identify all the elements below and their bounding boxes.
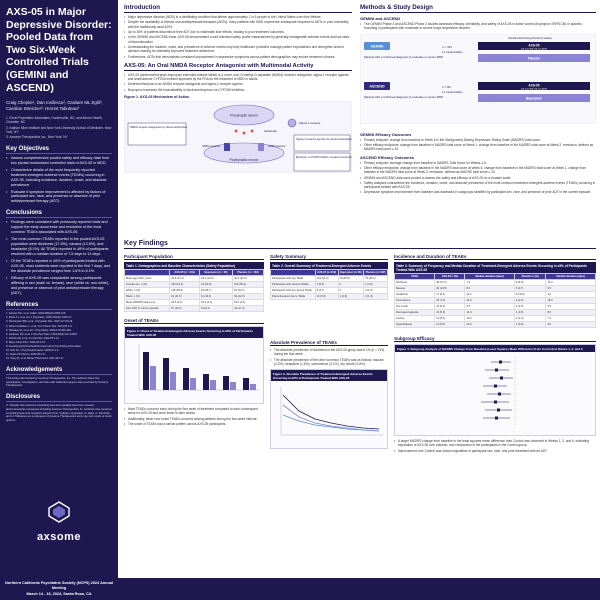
postsynaptic-label: Postsynaptic neuron [229, 158, 259, 163]
onset-bar [150, 366, 156, 390]
list-item: • Primary endpoint: average change from baseline in MADRS Total Score for Weeks 1-6. [360, 161, 596, 165]
table-header: AXS-05 n (%) [435, 274, 465, 280]
cell: Participants with serious TEAEs [271, 282, 316, 288]
cell: 1 (0.6) [514, 322, 546, 328]
prevalence-line [283, 395, 379, 429]
logo-text: axsome [37, 531, 81, 543]
glutamate-dot [243, 132, 246, 135]
cell: 9.5 [465, 304, 515, 310]
gemini-n: n = 327 [442, 44, 453, 49]
cell: 5.0 [546, 304, 596, 310]
teae-summary-table [270, 269, 388, 300]
affiliations [6, 116, 112, 140]
list-item: • In the GEMINI and ASCEND trials, AXS-05 demonstrated a well-tolerated safety profile characterized by generally manageable adverse events and low rates of discontinuation. [124, 35, 352, 44]
cell: 12 (5.6) [435, 310, 465, 316]
participant-heading: Participant Population [124, 254, 264, 260]
nmda-label: NMDA receptor [202, 145, 220, 149]
onset-chart-placeholder [125, 338, 263, 398]
table-row [271, 294, 388, 300]
list-item: • Safety analyses characterize the incidence, duration, onset, and absolute prevalence of the most common treatment-emergent adverse events (TEAEs) occurring in participants treated with AXS-05. [360, 181, 596, 190]
forest-point [497, 409, 500, 412]
list-item: • Major depressive disorder (MDD) is a debilitating condition that affects approximately 1 in 5 people in the United States over their lifetime. [124, 15, 352, 19]
prevalence-heading: Absolute Prevalence of TEAEs [270, 340, 388, 346]
gemini-population: Patients with a confirmed diagnosis of moderate or severe MDD [364, 54, 444, 59]
onset-list [124, 407, 264, 426]
forest-point [495, 417, 498, 420]
reference: 10. Nutt DJ. J Psychopharmacol. 2008;22:1-5. [6, 349, 60, 353]
methods-list [360, 22, 596, 31]
cell: 1 (2.8) [338, 294, 364, 300]
subgroup-list [394, 439, 596, 453]
onset-bar [243, 378, 249, 390]
disclosures-text: C. Chepke has received consulting fees and speaker fees from several pharmaceutical companies including Axsome Therapeutics. D. Iosifescu has received consulting fees and research support from multiple companies. G. Eglit, C. Streicher, and H. Tabuteau are employees of Axsome Therapeutics and may own stock or stock options. [6, 403, 112, 423]
cell: 0 [338, 288, 364, 294]
reference: 11. Dean Clin Neuro. 2020;45:1-9. [6, 353, 46, 357]
ascend-n: n = 80 [442, 84, 451, 89]
cell: Dizziness [395, 280, 435, 286]
list-item: • Depressive symptom improvement from baseline was assessed in subgroups stratified by participant sex, race, and presence of prior ADT in the current episode. [360, 190, 596, 194]
meeting-info [0, 581, 118, 597]
presynaptic-label: Presynaptic neuron [230, 113, 258, 118]
cell: 18 (50.0) [338, 276, 364, 282]
cell: Participants with any TEAE [271, 276, 316, 282]
table-header: Placebo (n=162) [364, 270, 388, 276]
cell: 1 (0.6) [364, 282, 388, 288]
logo-block [0, 500, 118, 543]
references-list [6, 312, 112, 361]
cell: 18.0 [546, 298, 596, 304]
reference: 2. Rush AJ, et al. Am J Psychiatry. 2006;163(11):1905-17. [6, 316, 73, 320]
list-item: • Dextromethorphan is an NMDA receptor antagonist and sigma-1 receptor agonist. [124, 82, 352, 86]
cell: Nausea [395, 286, 435, 292]
list-item: • Despite the availability of diverse oral antidepressant therapies (ADTs), many patients with MDD experience inadequate response to ADTs or poor tolerability with the traditionally used ADTs. [124, 20, 352, 29]
forest-point [494, 385, 497, 388]
poster-title: AXS-05 in Major Depressive Disorder: Pooled Data from Two Six-Week Controlled Trials (GEMINI and ASCEND) [6, 6, 112, 94]
cell: 13 (6.2) [435, 304, 465, 310]
gemini-arm-axs05-label: AXS-05 [528, 43, 540, 48]
list-item: • GEMINI and ASCEND data were pooled to assess the safety and efficacy of AXS-05 on a broader scale. [360, 176, 596, 180]
moa-diagram [124, 101, 352, 173]
methods-column [360, 4, 596, 236]
safety-heading: Safety Summary [270, 254, 388, 260]
cell: 33.5 (4.4) [170, 300, 200, 306]
gemini-arm-axs05-dose: (45 mg DXM-105 mg BUP) [520, 48, 548, 51]
cell: 14.0 [546, 280, 596, 286]
conclusions-list [6, 220, 112, 296]
ampa-label: AMPA receptor [268, 145, 286, 149]
list-item: • Understanding the duration, onset, and prevalence of adverse events may help healthcare providers manage patient expectations and strengthen shared decision-making for ultimately improved treatment adherence. [124, 45, 352, 54]
cell: Headache [395, 292, 435, 298]
cell: 33.4 (4.3) [233, 300, 264, 306]
ascend-outcomes-list [360, 161, 596, 195]
cell: 11 (30.6) [200, 294, 233, 300]
affiliation: 1. Excel Psychiatric Associates, Huntersville, NC, and Atrium Health, Charlotte, NC [6, 116, 103, 125]
forest-point [500, 377, 503, 380]
glutamate-dot [251, 130, 254, 133]
callout-nmda-text: NMDA receptor antagonism by dextromethorphan [130, 126, 188, 130]
table-header: Placebo (n = 162) [233, 270, 264, 276]
cell: 118 (53.9) [170, 288, 200, 294]
list-item: • Most TEAEs occurred early during the first week of treatment compared to each subsequent week for AXS-05 and were fewer in later weeks. [124, 407, 264, 416]
reference: 4. Pérez-Caballero L, et al. Curr Pharm Des. 2014;20:1-9. [6, 324, 73, 328]
axsome-logo-icon [47, 500, 71, 524]
figure4 [394, 344, 596, 436]
list-item: • Other efficacy endpoints: change from baseline in MADRS total score at Week 1, change from baseline in the MADRS total score at Week 2, remission, defined as MADRS total score ≤ 10. [360, 143, 596, 152]
references-heading: References [6, 302, 112, 310]
list-item: • Characterize details of the most frequently reported treatment-emergent adverse events (TEAEs) occurring in AXS-05, including incidence, duration, onset, and absolute prevalence. [6, 168, 112, 188]
cell: 4.0 [546, 292, 596, 298]
list-item: • The most common TEAEs reported in the pooled AXS-05 population were dizziness (17.6%), nausea (13.8%), and headache (8.1%). All TEAEs reported in ≥5% of participants resolved with a median duration of 7.5 days to 14 days. [6, 237, 112, 257]
figure2-title: Figure 2. Onset of Treatment-Emergent Adverse Events Occurring in ≥5% of Participants Treated With AXS-05 [125, 327, 263, 338]
onset-bar [210, 380, 216, 390]
ampa-receptor [258, 143, 264, 151]
reference: 3. Pennington BW, et al. J Psychiatr Res. 2020;127:40-49. [6, 320, 73, 324]
cell: 7.5 [465, 280, 515, 286]
cell: 13 (5.9) [315, 294, 338, 300]
table-header: Median duration (days) [465, 274, 515, 280]
ascend-population: Patients with a confirmed diagnosis of moderate or severe MDD [364, 94, 444, 99]
table-header: Median duration (days) [546, 274, 596, 280]
cell: 41.5 (13.1) [170, 276, 200, 282]
safety-summary [270, 254, 388, 449]
figure3 [270, 369, 388, 449]
cell: 38 (17.6) [435, 280, 465, 286]
forest-point [499, 361, 502, 364]
onset-bar [223, 376, 229, 390]
key-findings-section [124, 240, 596, 578]
cell: 14.0 [465, 298, 515, 304]
list-item: • AXS-05 (dextromethorphan-bupropion extended-release tablet) is a novel, oral, N-methyl-D-aspartate (NMDA) receptor antagonist, sigma-1 receptor agonist, and aminoketone CYP2D6 inhibitor approved by the FDA for the treatment of MDD in adults. [124, 73, 352, 82]
cell: 24 (66.7) [200, 288, 233, 294]
cell: 4 (2.5) [514, 304, 546, 310]
reference: 6. Iosifescu DV, et al. J Clin Psychiatry. 2022;83(4):21m14345. [6, 332, 78, 336]
intro-column [124, 4, 352, 236]
cell: 3 (1.9) [364, 294, 388, 300]
acknowledgements-heading: Acknowledgements [6, 367, 112, 375]
reference: 1. Kessler RC, et al. JAMA. 2003;289(23):3095-105. [6, 312, 66, 316]
methods-subheading: GEMINI and ASCEND [360, 16, 401, 21]
table3-title: Table 3. Summary of Frequency and Median Duration of Treatment-Emergent Adverse Events Occurring in ≥5% of Participants Treated With AXS-05 [394, 262, 596, 273]
key-objectives-heading: Key Objectives [6, 146, 112, 154]
cell: 3.0 [546, 322, 596, 328]
meeting-name: Northern California Psychiatric Society (NCPS) 2024 Annual Meeting [5, 581, 113, 591]
cell: 30 (13.8) [435, 286, 465, 292]
cell: Anxiety [395, 316, 435, 322]
table2-title: Table 2. Overall Summary of Treatment-Emergent Adverse Events [270, 262, 388, 269]
cell: 12.0 [465, 322, 515, 328]
list-item: • A larger MADRS change from baseline in the least squares mean difference from Control was observed in Weeks 1, 2, and 6, indicating separation of AXS-05 over placebo, and comparison in the participants in the Control group. [394, 439, 596, 448]
cell: Hyperhidrosis [395, 322, 435, 328]
cell: Decreased appetite [395, 310, 435, 316]
cell: 69 (42.6) [233, 294, 264, 300]
figure1-caption: Figure 1. AXS-05 Mechanism of Action [124, 95, 190, 100]
cell: 106 (65.4) [233, 282, 264, 288]
onset-heading: Onset of TEAEs [124, 318, 264, 324]
cell: 7.0 [546, 316, 596, 322]
cell: 57 (26.0) [170, 306, 200, 312]
cell: Mean MADRS total score [125, 300, 170, 306]
glutamate-dot [235, 130, 238, 133]
disclosures-heading: Disclosures [6, 394, 112, 402]
gemini-randomization: 1:1 randomization [442, 50, 463, 54]
authors: Craig Chepke¹, Dan Iosifescu², Graham ML Eglit³, Caroline Streicher³, Herriot Tabuteau³ [6, 100, 103, 112]
main-content [124, 4, 596, 578]
cell: 6 (3.7) [514, 286, 546, 292]
subgroup-heading: Subgroup Efficacy [394, 336, 596, 342]
cell: Female sex, n (%) [125, 282, 170, 288]
meeting-date: March 14 - 16, 2024, Santa Rosa, CA [26, 591, 92, 596]
teae-frequency-table [394, 273, 596, 328]
moa-heading: AXS-05: An Oral NMDA Receptor Antagonist with Multimodal Activity [124, 63, 352, 71]
cell: 14.0 [465, 292, 515, 298]
callout-sigma-text: Sigma-1 receptor agonism by dextromethorphan [296, 138, 352, 142]
list-item: • Findings were consistent with previously reported trials and support the early occurrence and resolution of the most common TEAEs associated with AXS-05. [6, 220, 112, 235]
figure3-title: Figure 3. Absolute Prevalence of Treatment-Emergent Adverse Events Occurring in ≥5% of Participants Treated With AXS-05 [271, 370, 387, 381]
ascend-randomization: 1:1 randomization [442, 90, 463, 94]
list-item: • Improvement over Control was shown regardless of participant sex, race, and prior treatment with an ADT. [394, 449, 596, 453]
callout-bupropion-text: Bupropion, a CYP2D6 inhibitor, increases and prolon [296, 156, 352, 160]
list-item: • Primary endpoint: change from baseline to Week 6 in the Montgomery-Åsberg Depression Rating Scale (MADRS) total score. [360, 138, 596, 142]
forest-point [498, 393, 501, 396]
cell: 23 (63.9) [200, 282, 233, 288]
reference: 12. Papp M, et al. Behav Pharmacol. 2021;32:1-8. [6, 357, 64, 361]
onset-bar [143, 352, 149, 390]
cell: 14 (8.6) [514, 292, 546, 298]
list-item: • The onset of TEAEs had a similar pattern across AXS-05 participants. [124, 422, 264, 426]
onset-bar [163, 358, 169, 390]
timeline-label: Double-blind Dosing Period (6 weeks) [508, 36, 552, 40]
cell: White, n (%) [125, 288, 170, 294]
list-item: • The absolute prevalence of the other common TEAEs was as follows: nausea (4.2%), headache (1.6%), somnolence (2.1%), dry mouth (2.8%). [270, 358, 388, 367]
incidence-heading: Incidence and Duration of TEAEs [394, 254, 596, 260]
cell: Mean age (SD), years [125, 276, 170, 282]
key-objectives-list [6, 156, 112, 205]
reference: 9. Auvelity (dextromethorphan-bupropion) Prescribing Information. [6, 344, 82, 348]
reference: 5. Tabuteau H, et al. Am J Psychiatry. 2022;179:490-499. [6, 328, 72, 332]
introduction-list [124, 15, 352, 59]
table-header: Bupropion (n = 36) [200, 270, 233, 276]
ascend-arm-axs05-label: AXS-05 [528, 83, 540, 88]
moa-list [124, 73, 352, 92]
table1-title: Table 1. Demographics and Baseline Characteristics (Safety Population) [124, 262, 264, 269]
prevalence-chart-placeholder [271, 381, 387, 443]
affiliation: 3. Axsome Therapeutics Inc., New York, NY [6, 135, 68, 140]
cell: 44.2 (12.5) [200, 276, 233, 282]
list-item: • Efficacy of AXS-05 was comparable among participants differing in sex (male vs. female), race (white vs. non-white), and presence or absence of prior antidepressant therapy (ADT). [6, 276, 112, 296]
cell: 2 (1.2) [514, 316, 546, 322]
cell: 8 (3.7) [315, 288, 338, 294]
cell: 33.2 (4.2) [200, 300, 233, 306]
cell: 87 (53.7) [233, 288, 264, 294]
cell: Discontinuation due to TEAE [271, 294, 316, 300]
cell: Black, n (%) [125, 294, 170, 300]
cell: 14.0 [465, 316, 515, 322]
cell: 8.0 [546, 310, 596, 316]
table-header: AXS-05 (n=219) [317, 271, 337, 274]
acknowledgements-text: This study was funded by Axsome Therapeutics, Inc. The authors thank the participants, investigators, and site staff. Editorial support was provided by Axsome Therapeutics. [6, 375, 109, 388]
reference: 8. Mayo Clinic Proc. 2021;96:1-15. [6, 340, 46, 344]
sigma-label: Sigma-1 receptor [299, 121, 321, 126]
reference: 7. Kazdin AE, et al. Am Psychol. 2023;78:1-12. [6, 336, 60, 340]
cell: 44 (27.2) [233, 306, 264, 312]
cell: 17 (8.1) [435, 292, 465, 298]
onset-bar [250, 384, 256, 390]
onset-bar [183, 368, 189, 390]
cell: Somnolence [395, 298, 435, 304]
gemini-badge-label: GEMINI [370, 44, 384, 49]
list-item: • Evaluate if symptom improvement is affected by factors of participant sex, race, and presence or absence of prior antidepressant therapy (ADT). [6, 190, 112, 205]
cell: 3 (1.9) [364, 288, 388, 294]
cell: 8 (4.9) [514, 280, 546, 286]
cell: 8.0 [465, 286, 515, 292]
nmda-receptor [224, 143, 230, 151]
prevalence-list [270, 348, 388, 366]
cell: 8 (22.2) [200, 306, 233, 312]
cell: 134 (61.2) [315, 276, 338, 282]
key-findings-heading: Key Findings [124, 240, 596, 249]
incidence-duration [394, 254, 596, 454]
table-header: Bupropion (n=36) [338, 270, 364, 276]
onset-bar [170, 372, 176, 390]
table-header: Placebo n (%) [514, 274, 546, 280]
methods-heading: Methods & Study Design [360, 4, 596, 13]
cell: 0 [338, 282, 364, 288]
cell: 91 (41.6) [170, 294, 200, 300]
cell: Dry mouth [395, 304, 435, 310]
table-header: TEAE [395, 274, 435, 280]
cell: 1 (0.5) [315, 282, 338, 288]
list-item: • Up to 35% of patients discontinue their ADT due to intolerable side effects, leading to poor treatment outcomes. [124, 30, 352, 34]
study-design-diagram [360, 34, 596, 124]
onset-bar [190, 378, 196, 390]
ascend-outcomes-heading: ASCEND Efficacy Outcomes [360, 154, 415, 160]
bottom-bar [0, 578, 600, 600]
cell: 11 (5.0) [435, 322, 465, 328]
cell: 11 (5.0) [435, 316, 465, 322]
table-row [125, 306, 264, 312]
affiliation: 2. Nathan Kline Institute and New York University School of Medicine, New York, NY [6, 125, 112, 134]
ascend-arm-axs05-dose: (45 mg DXM-105 mg BUP) [520, 88, 548, 91]
onset-bar [230, 382, 236, 390]
cell: 135 (61.6) [170, 282, 200, 288]
cell: 42.3 (12.6) [233, 276, 264, 282]
ascend-badge-label: ASCEND [369, 84, 385, 89]
introduction-heading: Introduction [124, 4, 352, 13]
conclusions-heading: Conclusions [6, 210, 112, 218]
list-item: • The absolute prevalence of dizziness in the AXS-05 group was 6.1% (n = 219) during the first week. [270, 348, 388, 357]
table-row [395, 322, 596, 328]
list-item: • Assess comprehensive pooled safety and efficacy data from two pivotal randomized controlled trials of AXS-05 in MDD. [6, 156, 112, 166]
cell: Prior ADT in current episode [125, 306, 170, 312]
gemini-outcomes-list [360, 138, 596, 152]
ascend-arm-bupropion-label: Bupropion [525, 96, 543, 101]
demographics-table [124, 269, 264, 312]
figure4-title: Figure 4. Subgroup Analysis of MADRS Change From Baseline (Least Squares Mean Difference From Control) at Weeks 1, 2, and 6 [395, 345, 595, 352]
subgroup-forest-plot-placeholder [395, 352, 595, 430]
glutamate-label: Glutamate [264, 129, 277, 134]
list-item: • Bupropion increases the bioavailability of dextromethorphan via CYP2D6 inhibition. [124, 88, 352, 92]
list-item: • The GEMINI Phase 3 and ASCEND Phase 2 studies assessed efficacy, tolerability, and safety of AXS-05 in active control (bupropion SR/PLCB) or placebo, recruiting in participants with moderate to severe major depressive disorder. [360, 22, 596, 31]
gemini-outcomes-heading: GEMINI Efficacy Outcomes [360, 131, 412, 137]
list-item: • Of the TEAEs reported in ≥5% of participants treated with AXS-05, most incidents were reported in the first 7 days, and the absolute prevalence ranged from 1.6% to 6.1%. [6, 259, 112, 274]
list-item: • Additionally, fewer new onset TEAEs occurred among patients during the two-week interval. [124, 417, 264, 421]
figure2 [124, 326, 264, 404]
cell: 14.0 [465, 310, 515, 316]
participant-population [124, 254, 264, 427]
cell: 1 (0.6) [514, 310, 546, 316]
cell: 15 (7.0) [435, 298, 465, 304]
cell: 4 (2.5) [514, 298, 546, 304]
table-header: AXS-05 (n = 219) [170, 270, 200, 276]
list-item: • Other efficacy endpoints: change from baseline in the MADRS total score at Week 6, change from baseline in the MADRS total score at Week 1, change from baseline in the MADRS total score at Week 2, remission, defined as MADRS total score ≤ 10. [360, 166, 596, 175]
list-item: • Furthermore, ADTs that demonstrate consistent improvement in depressive symptoms across patient demographics may ensure treatment choices. [124, 55, 352, 59]
cell: 73 (45.1) [364, 276, 388, 282]
cell: Participants with any severe TEAE [271, 288, 316, 294]
onset-bar [203, 374, 209, 390]
forest-point [494, 401, 497, 404]
forest-point [495, 369, 498, 372]
gemini-arm-placebo-label: Placebo [527, 56, 541, 61]
cell: 9.5 [546, 286, 596, 292]
sigma-receptor [288, 119, 296, 127]
